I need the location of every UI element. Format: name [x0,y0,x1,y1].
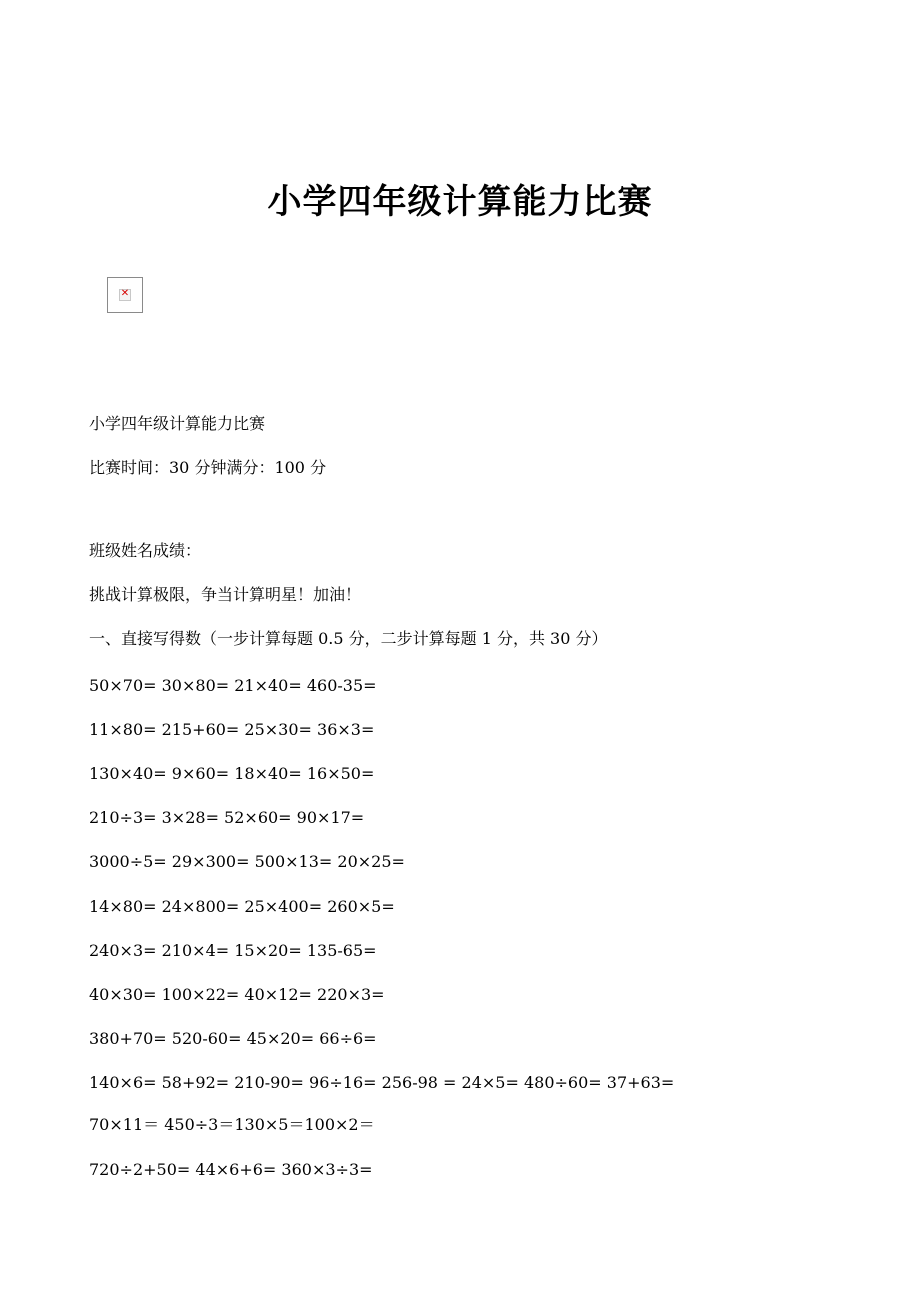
problem-row: 50×70= 30×80= 21×40= 460-35= [89,676,377,695]
broken-image-frame [119,289,131,301]
problem-row: 380+70= 520-60= 45×20= 66÷6= [89,1029,377,1048]
problem-row: 240×3= 210×4= 15×20= 135-65= [89,941,377,960]
problem-row: 210÷3= 3×28= 52×60= 90×17= [89,808,365,827]
problem-row: 3000÷5= 29×300= 500×13= 20×25= [89,852,405,871]
section-heading: 一、直接写得数（一步计算每题 0.5 分，二步计算每题 1 分，共 30 分） [89,629,608,648]
subtitle-line: 小学四年级计算能力比赛 [89,414,266,433]
problem-row: 14×80= 24×800= 25×400= 260×5= [89,897,395,916]
exam-time-line: 比赛时间：30 分钟满分：100 分 [89,458,327,477]
red-x-icon: ✕ [120,288,130,299]
motto-line: 挑战计算极限，争当计算明星！加油！ [89,585,362,604]
document-title: 小学四年级计算能力比赛 [267,182,653,222]
student-info-line: 班级姓名成绩： [89,541,202,560]
problem-row: 720÷2+50= 44×6+6= 360×3÷3= [89,1160,373,1179]
problem-row: 11×80= 215+60= 25×30= 36×3= [89,720,375,739]
problem-row: 140×6= 58+92= 210-90= 96÷16= 256-98 = 24×5= 480÷60= 37+63= [89,1073,675,1092]
broken-image-icon [107,277,143,313]
problem-row: 70×11＝ 450÷3＝130×5＝100×2＝ [89,1115,375,1134]
problem-row: 130×40= 9×60= 18×40= 16×50= [89,764,375,783]
problem-row: 40×30= 100×22= 40×12= 220×3= [89,985,385,1004]
